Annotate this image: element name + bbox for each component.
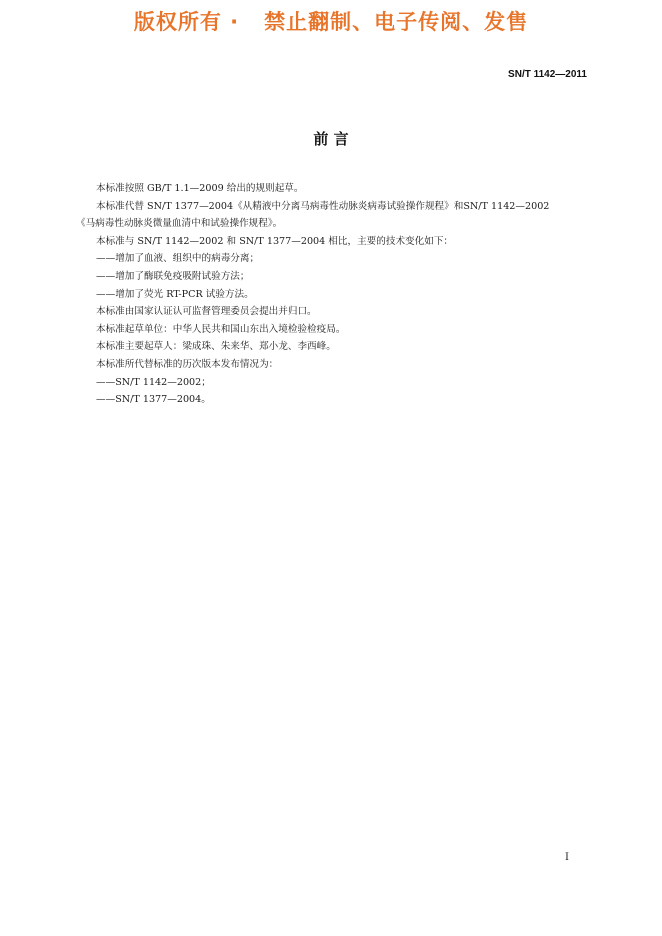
page-number: I bbox=[565, 852, 569, 863]
change-item: ——增加了荧光 RT-PCR 试验方法。 bbox=[96, 288, 254, 300]
history-item: ——SN/T 1142—2002； bbox=[96, 376, 211, 388]
standard-code: SN/T 1142—2011 bbox=[508, 69, 587, 80]
paragraph-history-intro: 本标准所代替标准的历次版本发布情况为： bbox=[96, 358, 279, 370]
change-item: ——增加了血液、组织中的病毒分离； bbox=[96, 253, 260, 265]
document-body bbox=[76, 180, 588, 409]
change-item: ——增加了酶联免疫吸附试验方法； bbox=[96, 270, 250, 282]
paragraph-replacement-line2: 《马病毒性动脉炎微量血清中和试验操作规程》。 bbox=[76, 218, 283, 230]
paragraph-drafting-unit: 本标准起草单位：中华人民共和国山东出入境检验检疫局。 bbox=[96, 323, 346, 335]
paragraph-changes-intro: 本标准与 SN/T 1142—2002 和 SN/T 1377—2004 相比，主要的技术变化如下： bbox=[96, 235, 454, 247]
history-item: ——SN/T 1377—2004。 bbox=[96, 394, 211, 406]
paragraph-proposer: 本标准由国家认证认可监督管理委员会提出并归口。 bbox=[96, 306, 317, 318]
paragraph-drafting-rules: 本标准按照 GB/T 1.1—2009 给出的规则起草。 bbox=[96, 183, 304, 194]
paragraph-replacement-line1: 本标准代替 SN/T 1377—2004《从精液中分离马病毒性动脉炎病毒试验操作规程》和SN/T 1142—2002 bbox=[96, 200, 550, 212]
copyright-watermark: 版权所有 · 禁止翻制、电子传阅、发售 bbox=[133, 10, 529, 34]
page-title: 前 言 bbox=[313, 130, 349, 148]
paragraph-drafters: 本标准主要起草人：梁成珠、朱来华、郑小龙、李西峰。 bbox=[96, 341, 336, 353]
